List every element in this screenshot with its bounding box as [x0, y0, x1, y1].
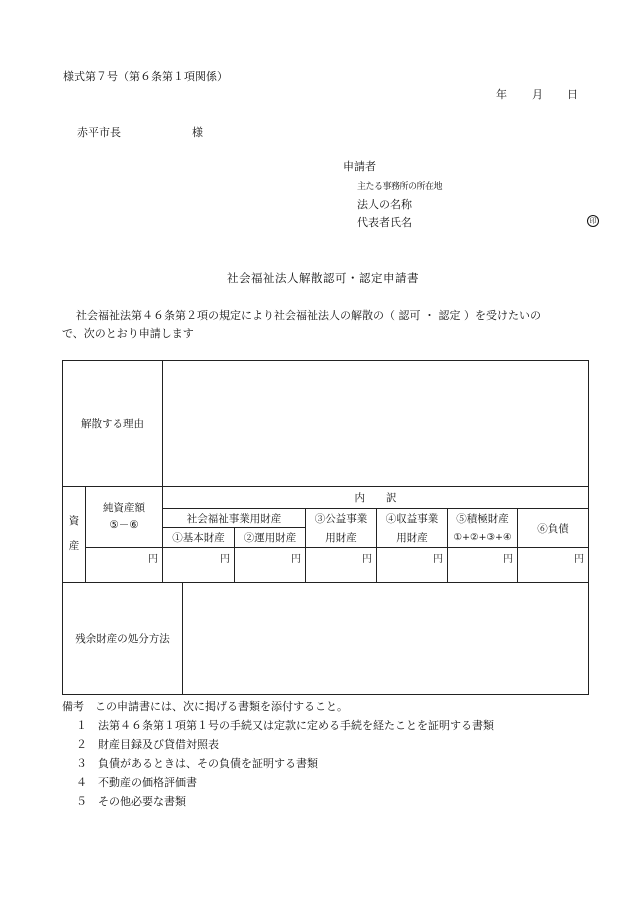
public-property-label-1: ③公益事業	[314, 512, 368, 525]
note-item: ４ 不動産の価格評価書	[76, 776, 197, 789]
yen-public: 円	[362, 554, 372, 565]
assets-label-1: 資	[68, 514, 80, 527]
yen-operating: 円	[291, 554, 301, 565]
body-text-line1: 社会福祉法第４６条第２項の規定により社会福祉法人の解散の（ 認可 ・ 認定 ）を受けたいの	[76, 309, 541, 322]
body-text-line2: で、次のとおり申請します	[62, 327, 194, 340]
residual-input[interactable]	[183, 583, 588, 694]
note-item: １ 法第４６条第１項第１号の手続又は定款に定める手続を経たことを証明する書類	[76, 719, 494, 732]
addressee-honorific: 様	[192, 126, 203, 139]
net-assets-formula: ⑤－⑥	[109, 518, 139, 531]
document-title: 社会福祉法人解散認可・認定申請書	[227, 271, 419, 285]
applicant-heading: 申請者	[343, 160, 376, 173]
form-number: 様式第７号（第６条第１項関係）	[63, 70, 228, 83]
office-address-label: 主たる事務所の所在地	[357, 182, 443, 192]
date-month-label: 月	[532, 88, 543, 101]
operating-property-label: ②運用財産	[243, 532, 297, 544]
assets-label-2: 産	[68, 539, 80, 552]
notes-heading: 備考 この申請書には、次に掲げる書類を添付すること。	[62, 700, 348, 713]
note-item: ２ 財産目録及び貸借対照表	[76, 738, 219, 751]
corp-name-label: 法人の名称	[357, 198, 412, 211]
profit-property-label-1: ④収益事業	[385, 512, 439, 525]
representative-label: 代表者氏名	[357, 216, 412, 229]
date-year-label: 年	[496, 88, 507, 101]
yen-net-assets: 円	[148, 554, 158, 565]
reason-input[interactable]	[163, 361, 588, 486]
public-property-label-2: 用財産	[325, 531, 357, 544]
reason-label: 解散する理由	[81, 418, 144, 430]
net-assets-label: 純資産額	[103, 501, 145, 514]
yen-basic: 円	[220, 554, 230, 565]
basic-property-label: ①基本財産	[172, 532, 225, 544]
addressee-name: 赤平市長	[77, 126, 121, 139]
positive-property-label-2: ①+②+③+④	[453, 531, 512, 543]
note-item: ５ その他必要な書類	[76, 795, 186, 808]
profit-property-label-2: 用財産	[396, 531, 428, 544]
yen-profit: 円	[433, 554, 443, 565]
liabilities-label: ⑥負債	[537, 522, 569, 535]
breakdown-label: 内 訳	[354, 492, 397, 504]
welfare-property-label: 社会福祉事業用財産	[186, 512, 282, 525]
seal-icon: 印	[587, 215, 599, 227]
positive-property-label-1: ⑤積極財産	[456, 512, 509, 525]
residual-label: 残余財産の処分方法	[75, 633, 170, 645]
yen-liabilities: 円	[574, 554, 584, 565]
date-day-label: 日	[567, 88, 578, 101]
note-item: ３ 負債があるときは、その負債を証明する書類	[76, 757, 318, 770]
yen-positive: 円	[503, 554, 513, 565]
